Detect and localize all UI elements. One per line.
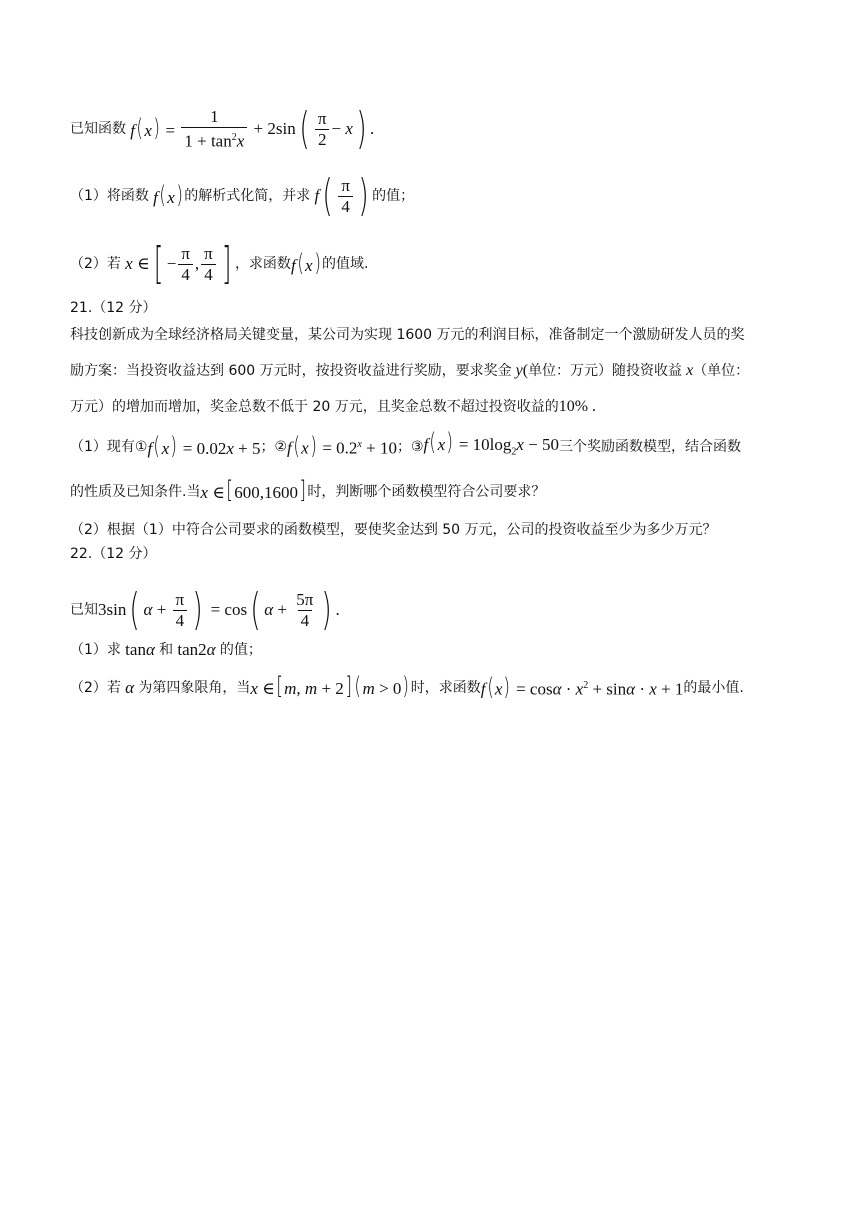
q20-part2: （2）若 x ∈ [ − $\frac{\pi}{4}$ , $\frac{\pi}{4}$ ] ，求函数 f(x) 的值域. bbox=[70, 238, 369, 289]
q22-part1: （1）求 tanα 和 tan2α 的值； bbox=[70, 640, 262, 659]
q20-stem: 已知函数 f(x) = $\frac{1}{1 + \tan^2x}$ + 2sin ( $\frac{\pi}{2}$ − x ) . bbox=[70, 103, 375, 155]
q22-header: 22.（12 分） bbox=[70, 546, 157, 562]
q21-part1-line2: 的性质及已知条件.当 x ∈[600,1600] 时，判断哪个函数模型符合公司要求？ bbox=[70, 476, 546, 504]
q21-header: 21.（12 分） bbox=[70, 300, 157, 316]
q20-fraction: $\frac{1}{1 + \tan^2x}$ bbox=[181, 108, 247, 151]
q20-function-formula: f(x) = bbox=[126, 113, 180, 142]
q22-part2: （2）若 α 为第四象限角，当 x ∈[m, m + 2] (m > 0) 时，求函数 $f(x) = \cos\alpha \cdot x^2 + \sin\alpha \cdot x + 1$ 的最小值. bbox=[70, 672, 744, 701]
q21-model-1: f(x) = 0.02x + 5 bbox=[147, 431, 261, 460]
q20-part1: （1）将函数 f(x) 的解析式化简，并求 f ( $\frac{\pi}{4}$ ) 的值； bbox=[70, 170, 415, 221]
q21-model-2: $f(x) = 0.2^x + 10$ bbox=[287, 432, 397, 461]
q21-intro-line3: 万元）的增加而增加，奖金总数不低于 20 万元，且奖金总数不超过投资收益的10% . bbox=[70, 398, 597, 415]
q21-part2: （2）根据（1）中符合公司要求的函数模型，要使奖金达到 50 万元，公司的投资收益至少为多少万元？ bbox=[70, 522, 717, 538]
q21-intro-line2: 励方案：当投资收益达到 600 万元时，按投资收益进行奖励，要求奖金 y(单位：万元）随投资收益 x（单位： bbox=[70, 362, 750, 379]
q21-block bbox=[70, 296, 795, 422]
q21-intro-line1: 科技创新成为全球经济格局关键变量，某公司为实现 1600 万元的利润目标，准备制定一个激励研发人员的奖 bbox=[70, 327, 745, 343]
q21-part1: （1）现有① f(x) = 0.02x + 5 ；② $f(x) = 0.2^x + 10$ ；③ $f(x) = 10\log_2x - 50$ 三个奖励函数模型，结合函数 bbox=[70, 432, 741, 462]
q20-stem-prefix: 已知函数 bbox=[70, 121, 126, 138]
q21-model-3: $f(x) = 10\log_2x - 50$ bbox=[423, 428, 560, 458]
q22-stem: 已知 3sin ( α + $\frac{\pi}{4}$ ) = cos ( α + $\frac{5\pi}{4}$ ) . bbox=[70, 584, 340, 635]
